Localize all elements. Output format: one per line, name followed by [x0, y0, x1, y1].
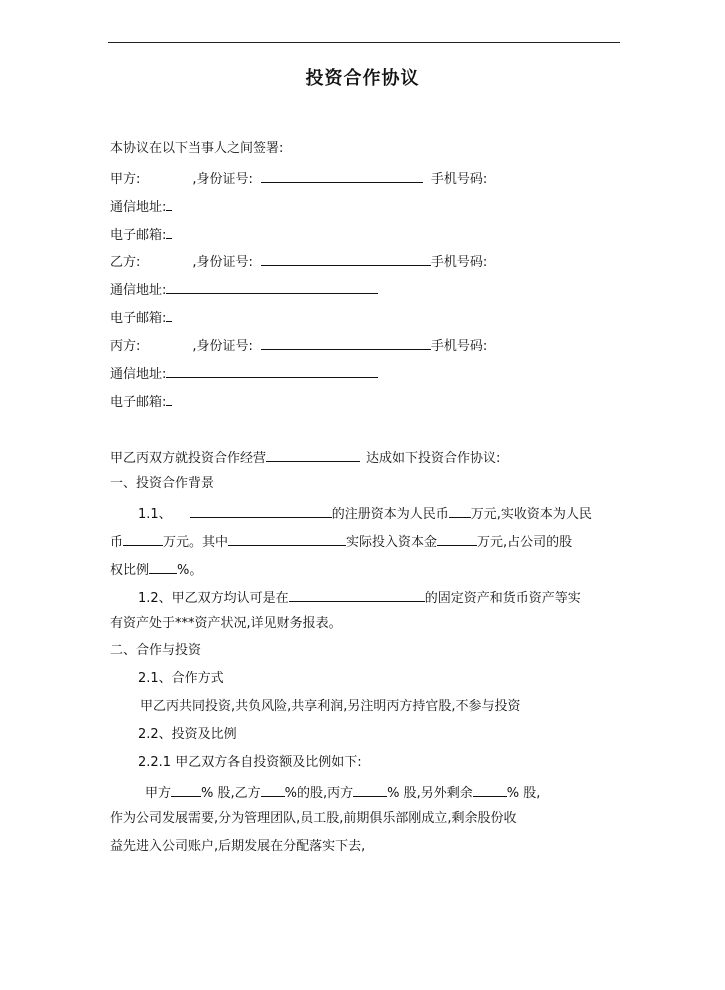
- party-a-email-label: 电子邮箱:: [110, 228, 167, 243]
- party-c-id-field[interactable]: [261, 335, 431, 350]
- party-c-addr-line: [110, 363, 378, 384]
- clause-2-2-heading: 2.2、投资及比例: [138, 727, 237, 742]
- party-b-email-line: [110, 307, 172, 328]
- ratio-desc-line1: 作为公司发展需要,分为管理团队,员工股,前期俱乐部刚成立,剩余股份收: [110, 811, 517, 826]
- party-a-email-line: [110, 224, 172, 245]
- clause-1-1-text-d: 币: [110, 535, 124, 550]
- party-b-line: [110, 251, 487, 272]
- ratio-party-a-label: 甲方: [145, 786, 172, 801]
- party-b-addr-field[interactable]: [166, 279, 378, 294]
- party-b-email-label: 电子邮箱:: [110, 311, 167, 326]
- party-a-addr-field[interactable]: [166, 196, 172, 211]
- clause-1-2-text-b: 的固定资产和货币资产等实: [424, 591, 581, 606]
- party-a-addr-line: [110, 196, 172, 217]
- clause-2-2-1-heading: 2.2.1 甲乙双方各自投资额及比例如下:: [138, 755, 362, 770]
- clause-1-1-line2: [110, 531, 572, 552]
- party-a-label: 甲方:: [110, 172, 141, 187]
- clause-1-1-text-g: 万元,占公司的股: [477, 535, 573, 550]
- clause-1-1-text-e: 万元。其中: [163, 535, 229, 550]
- paid-capital-field[interactable]: [123, 531, 163, 546]
- ratio-line: [145, 782, 540, 803]
- equity-ratio-field[interactable]: [149, 559, 177, 574]
- clause-1-1-text-f: 实际投入资本金: [346, 535, 438, 550]
- ratio-end-label: % 股,: [506, 786, 541, 801]
- company-name-field[interactable]: [190, 503, 332, 518]
- party-a-id-field[interactable]: [261, 168, 423, 183]
- clause-1-2-line2: 有资产处于***资产状况,详见财务报表。: [110, 616, 342, 631]
- party-b-id-field[interactable]: [261, 251, 431, 266]
- party-b-id-label: ,身份证号:: [192, 255, 253, 270]
- section-1-heading: 一、投资合作背景: [110, 476, 215, 491]
- party-c-addr-field[interactable]: [166, 363, 378, 378]
- section-2-heading: 二、合作与投资: [110, 643, 202, 658]
- party-a-addr-label: 通信地址:: [110, 200, 167, 215]
- intro-text: 本协议在以下当事人之间签署:: [110, 141, 284, 156]
- agreement-post: 达成如下投资合作协议:: [366, 451, 501, 466]
- ratio-remaining-label: % 股,另外剩余: [387, 786, 473, 801]
- party-a-email-field[interactable]: [166, 224, 172, 239]
- party-c-email-line: [110, 391, 172, 412]
- ratio-remaining-field[interactable]: [473, 782, 507, 797]
- ratio-party-b-label: % 股,乙方: [201, 786, 261, 801]
- clause-1-2-text-a: 1.2、甲乙双方均认可是在: [138, 591, 289, 606]
- party-c-id-label: ,身份证号:: [192, 339, 253, 354]
- header-rule: [108, 42, 620, 43]
- party-b-phone-label: 手机号码:: [430, 255, 488, 270]
- ratio-desc-line2: 益先进入公司账户,后期发展在分配落实下去,: [110, 839, 366, 854]
- party-c-label: 丙方:: [110, 339, 141, 354]
- intro-line: [110, 140, 283, 158]
- clause-1-1-line3: [110, 559, 202, 580]
- clause-1-1-line1: [138, 503, 592, 524]
- clause-1-1-text-h: 权比例: [110, 563, 150, 578]
- party-c-line: [110, 335, 487, 356]
- party-c-phone-label: 手机号码:: [430, 339, 488, 354]
- party-c-email-label: 电子邮箱:: [110, 395, 167, 410]
- clause-1-1-text-b: 的注册资本为人民币: [331, 507, 449, 522]
- asset-owner-field[interactable]: [289, 587, 425, 602]
- ratio-a-field[interactable]: [171, 782, 201, 797]
- clause-1-2-line1: [138, 587, 581, 608]
- party-b-email-field[interactable]: [166, 307, 172, 322]
- agreement-line: [110, 447, 500, 468]
- party-c-addr-label: 通信地址:: [110, 367, 167, 382]
- party-a-id-label: ,身份证号:: [192, 172, 253, 187]
- party-a-line: [110, 168, 487, 189]
- party-c-email-field[interactable]: [166, 391, 172, 406]
- party-b-addr-line: [110, 279, 378, 300]
- clause-1-1-text-c: 万元,实收资本为人民: [470, 507, 592, 522]
- clause-2-1-text: 甲乙丙共同投资,共负风险,共享利润,另注明丙方持官股,不参与投资: [140, 699, 521, 714]
- agreement-pre: 甲乙丙双方就投资合作经营: [110, 451, 267, 466]
- ratio-party-c-label: %的股,丙方: [284, 786, 354, 801]
- ratio-c-field[interactable]: [353, 782, 387, 797]
- party-b-label: 乙方:: [110, 255, 141, 270]
- ratio-b-field[interactable]: [261, 782, 285, 797]
- registered-capital-field[interactable]: [449, 503, 471, 518]
- clause-1-1-number: 1.1、: [138, 507, 172, 522]
- actual-capital-field[interactable]: [437, 531, 477, 546]
- clause-1-1-text-i: %。: [177, 563, 203, 578]
- party-a-phone-label: 手机号码:: [430, 172, 488, 187]
- clause-2-1-heading: 2.1、合作方式: [138, 671, 224, 686]
- party-b-addr-label: 通信地址:: [110, 283, 167, 298]
- investor-field[interactable]: [228, 531, 346, 546]
- document-title: 投资合作协议: [305, 68, 420, 89]
- business-field[interactable]: [266, 447, 360, 462]
